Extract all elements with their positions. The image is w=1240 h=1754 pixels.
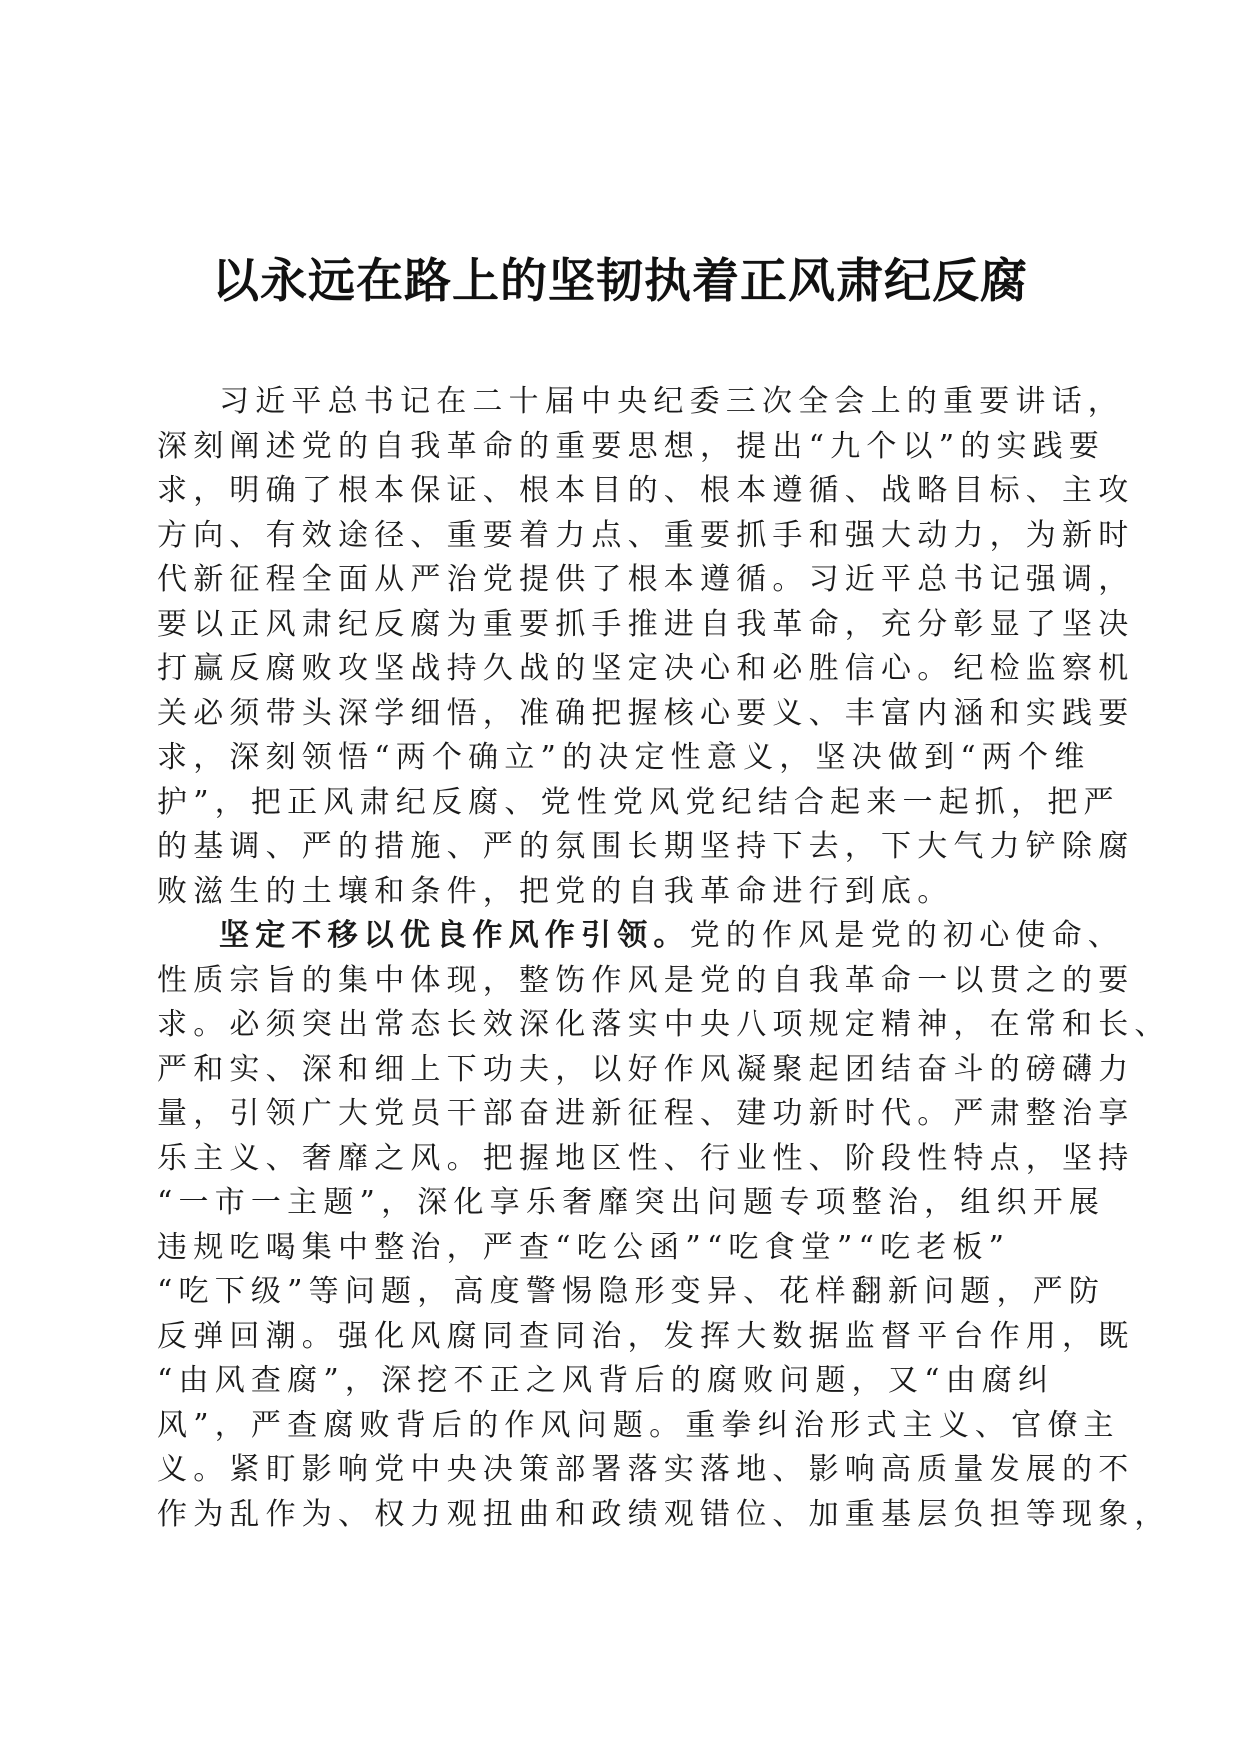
paragraph-line: 要以正风肃纪反腐为重要抓手推进自我革命，充分彰显了坚决 [157, 606, 1135, 642]
paragraph-line: 义。紧盯影响党中央决策部署落实落地、影响高质量发展的不 [157, 1452, 1135, 1487]
section-lead-heading: 坚定不移以优良作风作引领。 [219, 918, 690, 953]
paragraph-line: 乐主义、奢靡之风。把握地区性、行业性、阶段性特点，坚持 [157, 1140, 1135, 1176]
paragraph-line: 代新征程全面从严治党提供了根本遵循。习近平总书记强调， [157, 562, 1135, 597]
paragraph-line: 量，引领广大党员干部奋进新征程、建功新时代。严肃整治享 [157, 1096, 1135, 1131]
paragraph-line: 求。必须突出常态长效深化落实中央八项规定精神，在常和长、 [157, 1007, 1171, 1042]
paragraph-line: 风”，严查腐败背后的作风问题。重拳纠治形式主义、官僚主 [157, 1407, 1120, 1443]
paragraph-line: 求，深刻领悟“两个确立”的决定性意义，坚决做到“两个维 [157, 740, 1091, 775]
paragraph-line-rest: 党的作风是党的初心使命、 [689, 918, 1125, 953]
paragraph-line: 打赢反腐败攻坚战持久战的坚定决心和必胜信心。纪检监察机 [157, 651, 1135, 686]
paragraph-line: “由风查腐”，深挖不正之风背后的腐败问题，又“由腐纠 [157, 1363, 1055, 1398]
paragraph-line: 反弹回潮。强化风腐同查同治，发挥大数据监督平台作用，既 [157, 1318, 1135, 1354]
paragraph-line: 求，明确了根本保证、根本目的、根本遵循、战略目标、主攻 [157, 473, 1135, 508]
paragraph-line: 严和实、深和细上下功夫，以好作风凝聚起团结奋斗的磅礴力 [157, 1051, 1135, 1087]
paragraph-line: 关必须带头深学细悟，准确把握核心要义、丰富内涵和实践要 [157, 695, 1135, 731]
paragraph-line: 方向、有效途径、重要着力点、重要抓手和强大动力，为新时 [157, 517, 1135, 553]
paragraph-line: 习近平总书记在二十届中央纪委三次全会上的重要讲话， [219, 384, 1124, 419]
document-title: 以永远在路上的坚韧执着正风肃纪反腐 [212, 254, 1028, 309]
paragraph-line: “吃下级”等问题，高度警惕隐形变异、花样翻新问题，严防 [157, 1274, 1106, 1309]
paragraph-line: 的基调、严的措施、严的氛围长期坚持下去，下大气力铲除腐 [157, 829, 1135, 864]
paragraph-first-line [157, 914, 1125, 959]
paragraph-line: “一市一主题”，深化享乐奢靡突出问题专项整治，组织开展 [157, 1185, 1106, 1220]
paragraph-line: 深刻阐述党的自我革命的重要思想，提出“九个以”的实践要 [157, 428, 1106, 464]
paragraph-line: 性质宗旨的集中体现，整饬作风是党的自我革命一以贯之的要 [157, 962, 1135, 998]
paragraph-line: 作为乱作为、权力观扭曲和政绩观错位、加重基层负担等现象， [157, 1496, 1171, 1532]
paragraph-line: 违规吃喝集中整治，严查“吃公函”“吃食堂”“吃老板” [157, 1229, 1011, 1265]
paragraph-line: 护”，把正风肃纪反腐、党性党风党纪结合起来一起抓，把严 [157, 784, 1120, 820]
paragraph-line: 败滋生的土壤和条件，把党的自我革命进行到底。 [157, 873, 954, 909]
document-body [157, 380, 1171, 1537]
